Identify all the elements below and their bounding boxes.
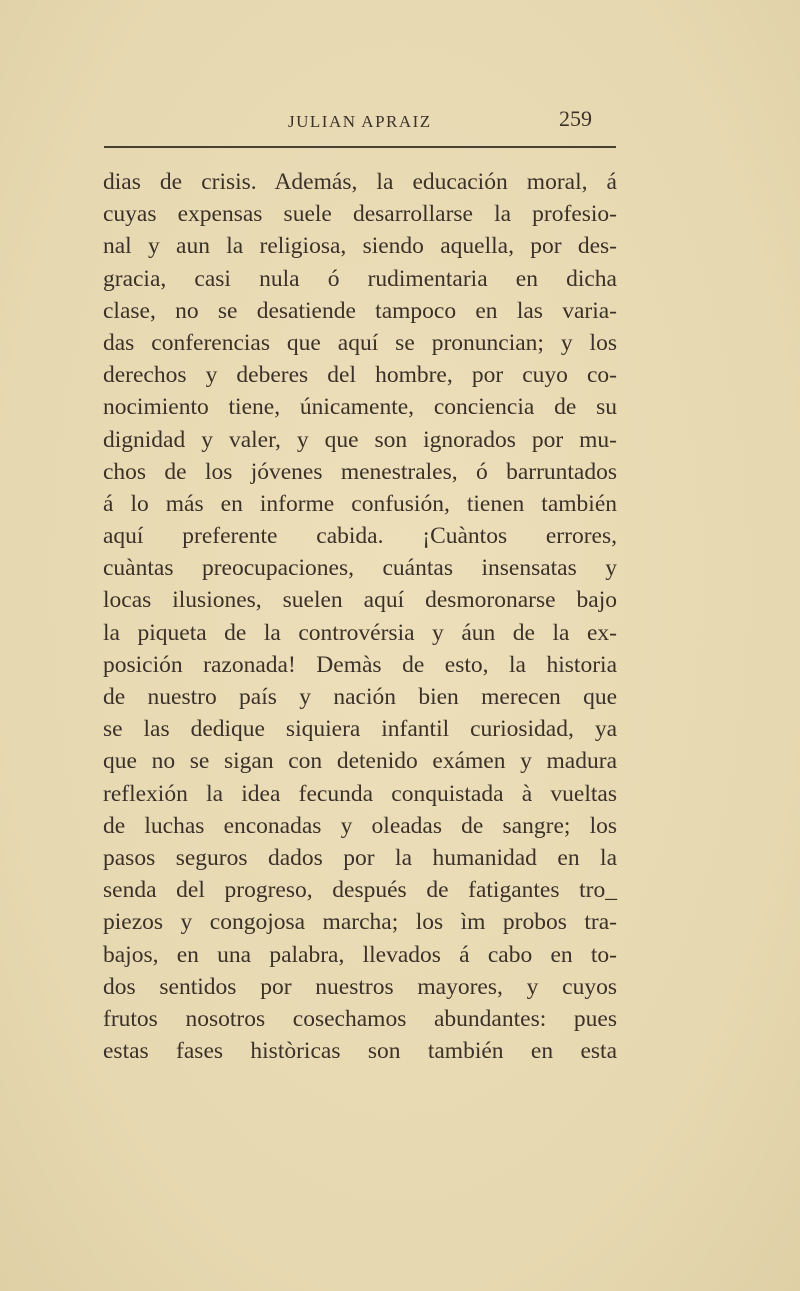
text-line: pasos seguros dados por la humanidad en la <box>103 844 617 871</box>
text-line: la piqueta de la controvérsia y áun de la ex- <box>103 619 617 646</box>
text-line: posición razonada! Demàs de esto, la historia <box>103 651 617 678</box>
text-line: nocimiento tiene, únicamente, conciencia de su <box>103 394 617 421</box>
header-rule <box>104 146 616 148</box>
page-number: 259 <box>559 106 592 131</box>
text-line: dos sentidos por nuestros mayores, y cuyos <box>103 973 617 1000</box>
text-line: das conferencias que aquí se pronuncian; y los <box>103 329 617 356</box>
text-line: aquí preferente cabida. ¡Cuàntos errores, <box>103 523 617 550</box>
text-line: á lo más en informe confusión, tienen también <box>103 490 617 517</box>
text-line: senda del progreso, después de fatigantes tro_ <box>103 877 617 904</box>
text-line: dias de crisis. Además, la educación moral, á <box>103 169 617 195</box>
text-line: dignidad y valer, y que son ignorados por mu- <box>103 426 617 453</box>
text-line: locas ilusiones, suelen aquí desmoronarse bajo <box>103 587 617 614</box>
text-line: de luchas enconadas y oleadas de sangre; los <box>103 812 617 839</box>
text-line: derechos y deberes del hombre, por cuyo co- <box>103 362 617 389</box>
text-line: frutos nosotros cosechamos abundantes: pues <box>103 1005 617 1032</box>
text-line: de nuestro país y nación bien merecen que <box>103 684 617 710</box>
text-line: cuyas expensas suele desarrollarse la profesio- <box>103 201 617 228</box>
text-line: cuàntas preocupaciones, cuántas insensatas y <box>103 555 617 582</box>
text-line: chos de los jóvenes menestrales, ó barruntados <box>103 458 617 485</box>
text-line: reflexión la idea fecunda conquistada à vueltas <box>103 780 617 807</box>
running-title: JULIAN APRAIZ <box>288 112 432 131</box>
text-line: bajos, en una palabra, llevados á cabo en to- <box>103 941 617 968</box>
text-line: clase, no se desatiende tampoco en las varia- <box>103 297 617 324</box>
text-line: nal y aun la religiosa, siendo aquella, por des- <box>103 233 617 260</box>
text-line: estas fases històricas son también en esta <box>103 1038 617 1065</box>
text-line: gracia, casi nula ó rudimentaria en dicha <box>103 265 617 292</box>
text-line: se las dedique siquiera infantil curiosidad, ya <box>103 716 617 743</box>
text-line: piezos y congojosa marcha; los ìm probos tra- <box>103 909 617 936</box>
body-text <box>103 166 617 1067</box>
text-line: que no se sigan con detenido exámen y madura <box>103 748 617 775</box>
